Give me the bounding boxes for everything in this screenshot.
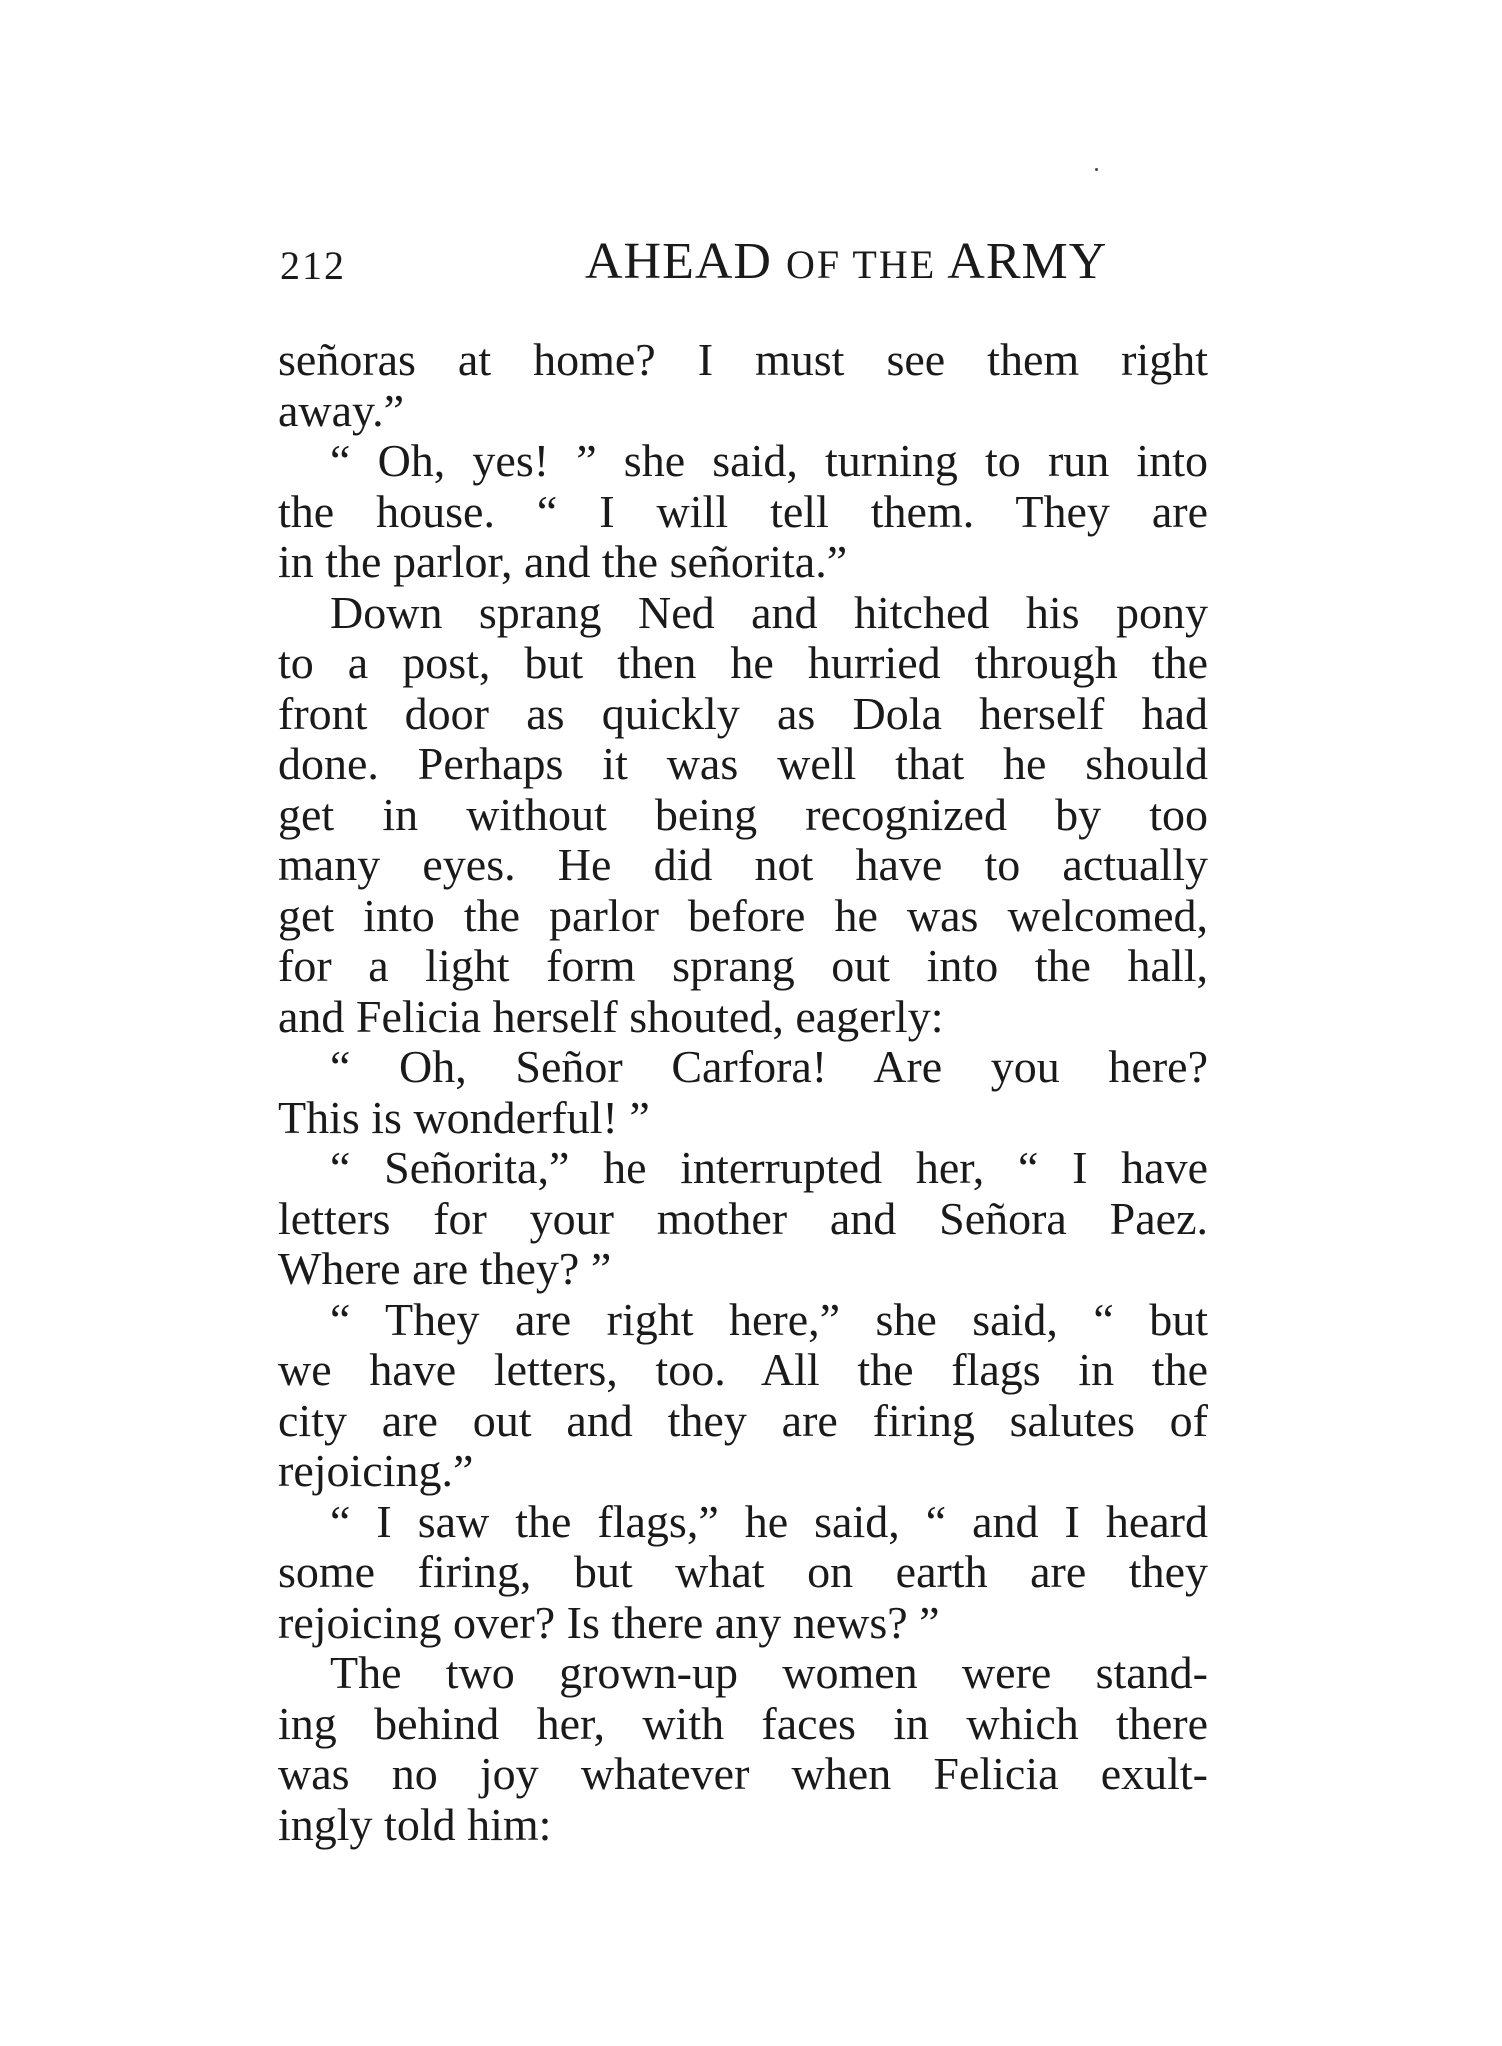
text-line: front door as quickly as Dola herself had (278, 687, 1208, 739)
running-title-word-1: AHEAD (585, 233, 772, 290)
text-line: in the parlor, and the señorita.” (278, 536, 848, 587)
text-line: done. Perhaps it was well that he should (278, 738, 1208, 789)
text-line: ing behind her, with faces in which there (278, 1697, 1208, 1749)
text-line: Down sprang Ned and hitched his pony (330, 586, 1208, 638)
text-line: we have letters, too. All the flags in the (278, 1344, 1208, 1395)
text-line: “ Señorita,” he interrupted her, “ I have (330, 1142, 1208, 1193)
text-line: “ Oh, yes! ” she said, turning to run into (330, 435, 1208, 486)
text-line: ingly told him: (278, 1798, 552, 1850)
running-header (280, 232, 1210, 292)
text-line: the house. “ I will tell them. They are (278, 485, 1208, 537)
text-line: señoras at home? I must see them right (278, 334, 1208, 385)
text-line: Where are they? ” (278, 1243, 612, 1294)
text-line: for a light form sprang out into the hall, (278, 940, 1208, 991)
page-number: 212 (280, 243, 346, 288)
running-title-word-2: OF THE (785, 242, 937, 287)
text-line: away.” (278, 384, 404, 436)
text-line: was no joy whatever when Felicia exult- (278, 1748, 1208, 1799)
text-line: get into the parlor before he was welcomed, (278, 889, 1208, 941)
text-line: This is wonderful! ” (278, 1091, 650, 1143)
text-line: city are out and they are firing salutes of (278, 1394, 1208, 1446)
text-line: rejoicing.” (278, 1445, 474, 1496)
text-line: “ They are right here,” she said, “ but (330, 1293, 1208, 1345)
text-line: many eyes. He did not have to actually (278, 839, 1208, 890)
text-line: rejoicing over? Is there any news? ” (278, 1596, 940, 1648)
text-line: “ Oh, Señor Carfora! Are you here? (330, 1041, 1208, 1092)
text-line: letters for your mother and Señora Paez. (278, 1192, 1208, 1244)
text-line: The two grown-up women were stand- (330, 1647, 1208, 1698)
text-line: get in without being recognized by too (278, 788, 1208, 840)
print-speck (1095, 168, 1098, 171)
body-text (278, 335, 1208, 1850)
running-title (585, 232, 1107, 291)
text-line: and Felicia herself shouted, eagerly: (278, 990, 944, 1042)
text-line: some firing, but what on earth are they (278, 1546, 1208, 1597)
text-line: to a post, but then he hurried through the (278, 637, 1208, 688)
text-line: “ I saw the flags,” he said, “ and I heard (330, 1495, 1208, 1547)
running-title-word-3: ARMY (947, 233, 1108, 290)
